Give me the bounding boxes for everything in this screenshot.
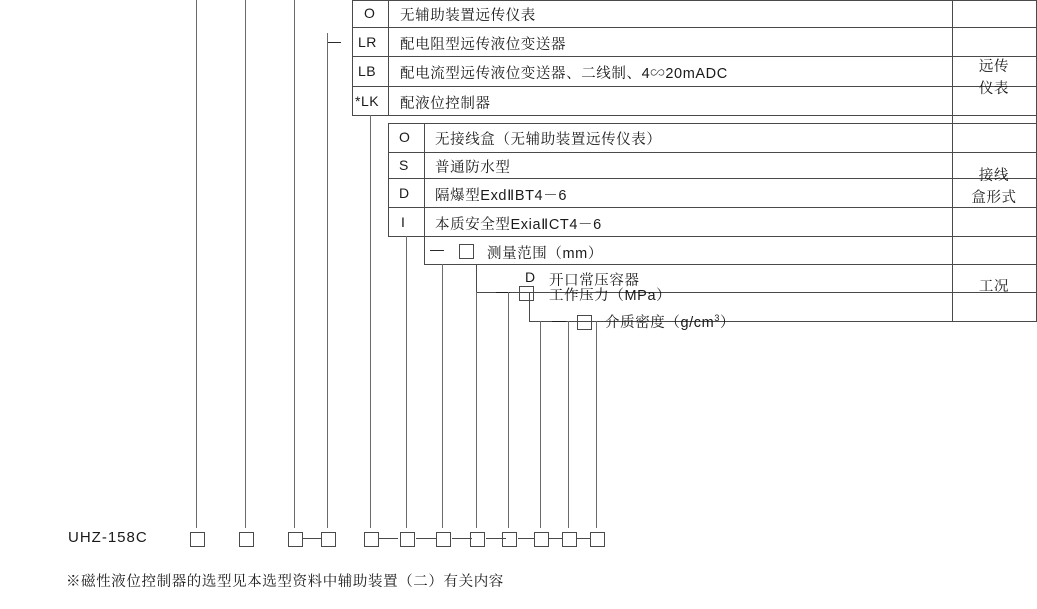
param-code-open-vessel: D [525,269,536,285]
param-desc-open-vessel: 开口常压容器 [549,273,640,289]
table-column-divider [529,292,530,321]
row-desc: 无接线盒（无辅助装置远传仪表） [435,132,662,148]
model-code-box [502,532,517,547]
model-code-box [470,532,485,547]
table-column-divider [388,123,389,236]
row-desc: 本质安全型ExiaⅡCT4－6 [435,217,602,233]
model-code-box [436,532,451,547]
row-code: O [399,129,411,145]
row-desc: 配电阻型远传液位变送器 [400,37,567,53]
model-code-box [562,532,577,547]
row-code: O [364,5,376,21]
leader-line [370,115,371,528]
row-code: S [399,157,409,173]
model-code-box [364,532,379,547]
superscript-3: 3 [714,313,720,324]
leader-line [568,321,569,528]
table-column-divider [424,123,425,236]
leader-line [245,0,246,528]
table-rule [352,115,1037,116]
row-desc: 配电流型远传液位变送器、二线制、4∽20mADC [400,66,728,82]
table-column-divider [424,236,425,264]
group-label-line2: 仪表 [978,81,1010,98]
row-code: I [401,214,406,230]
table-rule [388,123,1037,124]
param-box-medium-density [577,315,592,330]
table-rule [352,56,1037,57]
model-code-connector [302,538,322,539]
model-code-box [239,532,254,547]
group-label-remote-instrument [952,56,1036,101]
leader-line [406,236,407,528]
branch-dash: — [327,33,341,49]
leader-line [196,0,197,528]
param-desc-medium-density: 介质密度$(g/cm^3)$ [605,313,736,331]
row-desc: 配液位控制器 [400,96,491,112]
group-label-working-condition [952,276,1036,298]
model-code-connector [416,538,436,539]
row-code: *LK [355,93,380,109]
table-rule [388,152,1037,153]
param-dash: — [552,312,566,328]
model-code-box [590,532,605,547]
model-code-box [400,532,415,547]
model-code-connector [549,538,562,539]
row-desc: 无辅助装置远传仪表 [400,8,536,24]
param-dash: — [496,283,510,299]
leader-line [508,292,509,528]
table-rule [424,264,1037,265]
group-label-line1: 工况 [978,279,1010,295]
model-code-connector [577,538,590,539]
table-column-divider [388,0,389,115]
param-box-measuring-range [459,244,474,259]
group-label-line1: 接线 [978,168,1010,184]
model-code-label: UHZ-158C [68,529,148,546]
param-desc-working-pressure: 工作压力（MPa） [549,288,672,304]
table-rule [352,86,1037,87]
table-rule [388,178,1037,179]
param-dash: — [430,241,444,257]
leader-line [540,321,541,528]
row-code: LR [358,34,377,50]
model-code-box [321,532,336,547]
table-rule [388,207,1037,208]
param-desc-measuring-range: 测量范围（mm） [487,246,603,262]
table-rule [388,236,1037,237]
leader-line [327,33,328,528]
leader-line [294,0,295,528]
row-desc: 普通防水型 [435,160,511,176]
leader-line [442,264,443,528]
model-code-box [288,532,303,547]
row-code: D [399,185,410,201]
table-rule [352,27,1037,28]
group-label-junction-box [952,165,1036,210]
table-column-divider [352,0,353,115]
row-desc: 隔爆型ExdⅡBT4－6 [435,188,567,204]
param-box-working-pressure [519,286,534,301]
table-rule-top [352,0,1037,1]
leader-line [596,321,597,528]
table-column-divider [476,264,477,292]
model-code-box [190,532,205,547]
group-label-line2: 盒形式 [971,190,1017,207]
model-code-box [534,532,549,547]
model-code-connector [518,538,534,539]
group-label-line1: 远传 [978,59,1010,75]
model-code-connector [379,538,398,539]
row-code: LB [358,63,377,79]
leader-line [476,292,477,528]
model-code-connector [452,538,472,539]
footnote-text: ※磁性液位控制器的选型见本选型资料中辅助装置（二）有关内容 [66,574,504,590]
